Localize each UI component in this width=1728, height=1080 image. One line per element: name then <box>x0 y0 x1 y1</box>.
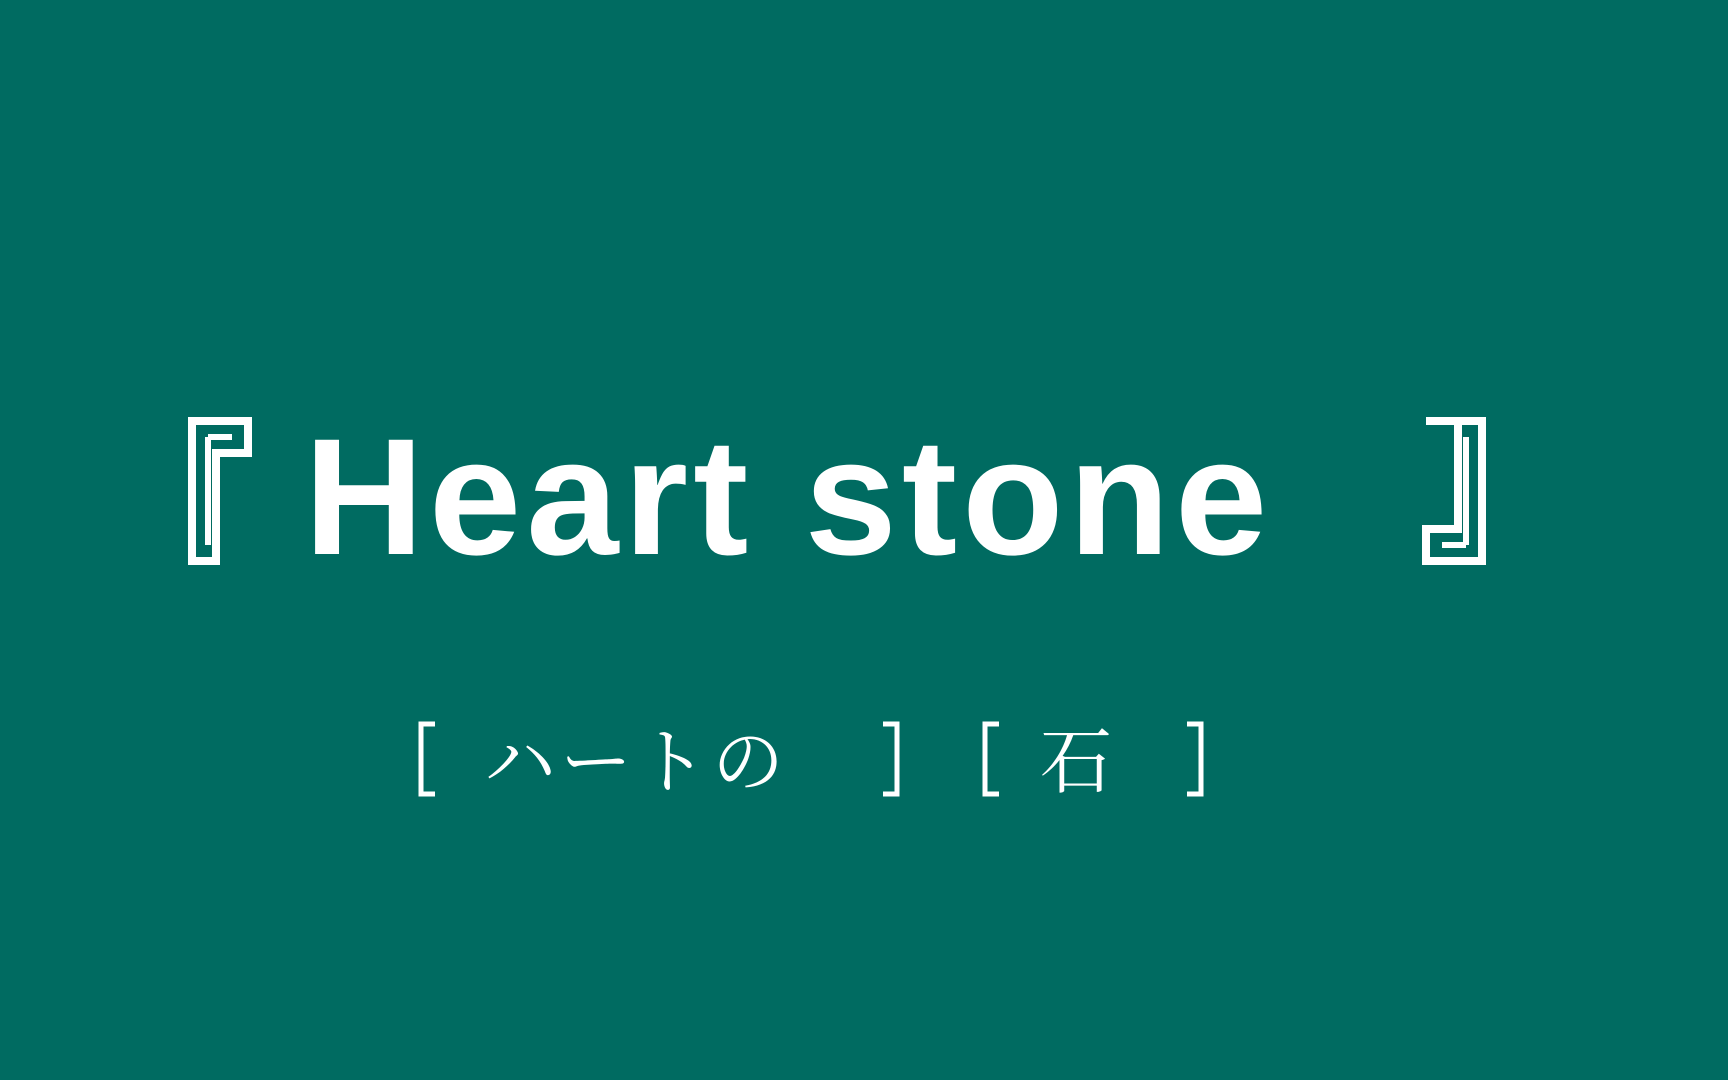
subtitle-heart-text: ハートの <box>484 720 789 804</box>
left-corner-quote <box>184 413 256 569</box>
subtitle-open-bracket <box>414 720 440 798</box>
title-row <box>0 405 1728 590</box>
subtitle-close-bracket <box>878 720 904 798</box>
subtitle-open-bracket-2 <box>978 720 1004 798</box>
right-corner-quote <box>1418 413 1490 569</box>
subtitle-close-bracket-2 <box>1182 720 1208 798</box>
subtitle-stone-text: 石 <box>1040 720 1117 804</box>
subtitle-row <box>0 710 1728 810</box>
title-text: Heart stone <box>304 405 1273 590</box>
